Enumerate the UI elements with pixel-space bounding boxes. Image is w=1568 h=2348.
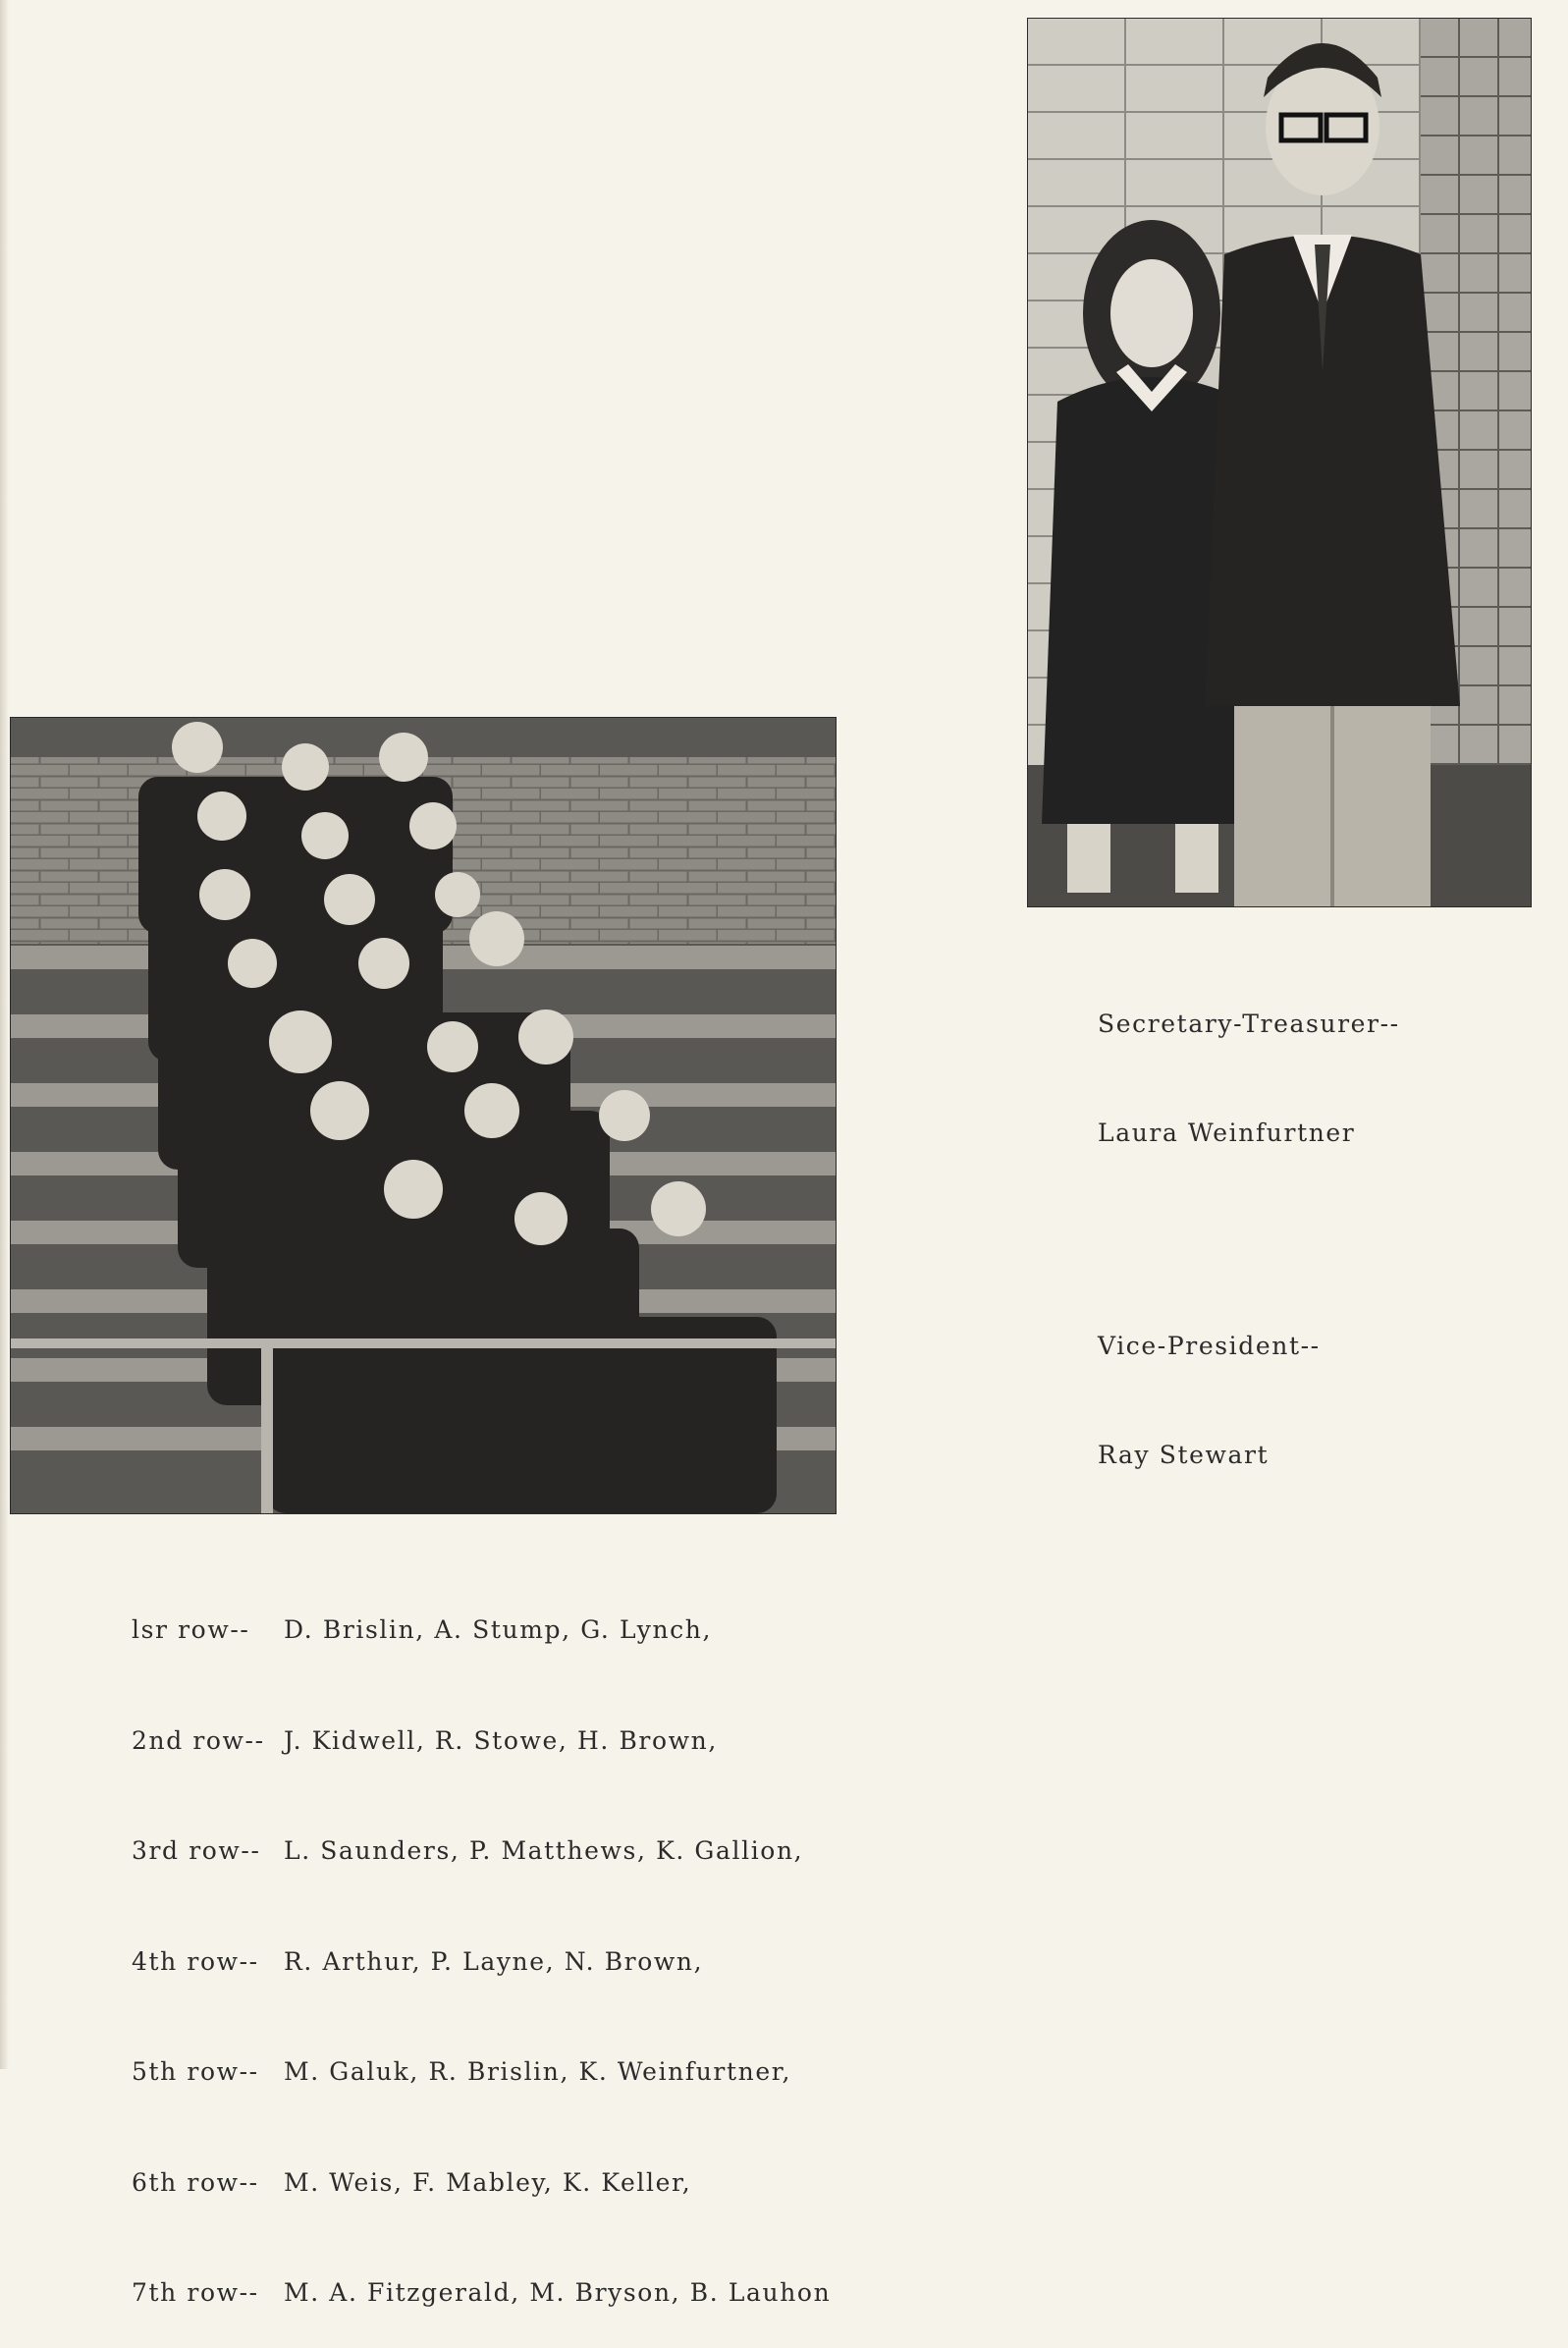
group-caption-row-1 — [132, 1611, 831, 1649]
officers-caption-name-2: Ray Stewart — [1098, 1441, 1270, 1469]
officers-caption-title-1: Secretary-Treasurer-- — [1098, 1010, 1400, 1038]
row-names: J. Kidwell, R. Stowe, H. Brown, — [284, 1725, 718, 1755]
officers-caption — [1098, 933, 1400, 1509]
group-caption-row-6 — [132, 2164, 831, 2202]
row-label: 5th row-- — [132, 2057, 259, 2086]
group-photo-image — [11, 718, 836, 1513]
officers-caption-name-1: Laura Weinfurtner — [1098, 1119, 1356, 1147]
group-caption-row-2 — [132, 1722, 831, 1760]
officers-caption-title-2: Vice-President-- — [1098, 1332, 1321, 1360]
row-names: M. Galuk, R. Brislin, K. Weinfurtner, — [284, 2057, 792, 2086]
row-label: 3rd row-- — [132, 1836, 261, 1865]
row-names: M. A. Fitzgerald, M. Bryson, B. Lauhon — [284, 2278, 832, 2307]
row-names: L. Saunders, P. Matthews, K. Gallion, — [284, 1836, 804, 1865]
group-caption-row-3 — [132, 1832, 831, 1870]
group-caption — [132, 1538, 831, 2348]
group-caption-row-4 — [132, 1943, 831, 1981]
row-names: R. Arthur, P. Layne, N. Brown, — [284, 1946, 704, 1976]
row-label: lsr row-- — [132, 1615, 250, 1644]
row-names: M. Weis, F. Mabley, K. Keller, — [284, 2167, 692, 2197]
row-label: 2nd row-- — [132, 1725, 265, 1755]
group-photo — [10, 717, 837, 1514]
group-caption-row-7 — [132, 2274, 831, 2312]
page-binding-edge — [0, 0, 9, 2069]
officers-photo — [1027, 18, 1532, 907]
row-label: 4th row-- — [132, 1946, 259, 1976]
group-caption-row-5 — [132, 2053, 831, 2091]
row-label: 6th row-- — [132, 2167, 259, 2197]
officers-photo-image — [1028, 19, 1531, 906]
row-label: 7th row-- — [132, 2278, 259, 2307]
row-names: D. Brislin, A. Stump, G. Lynch, — [284, 1615, 713, 1644]
